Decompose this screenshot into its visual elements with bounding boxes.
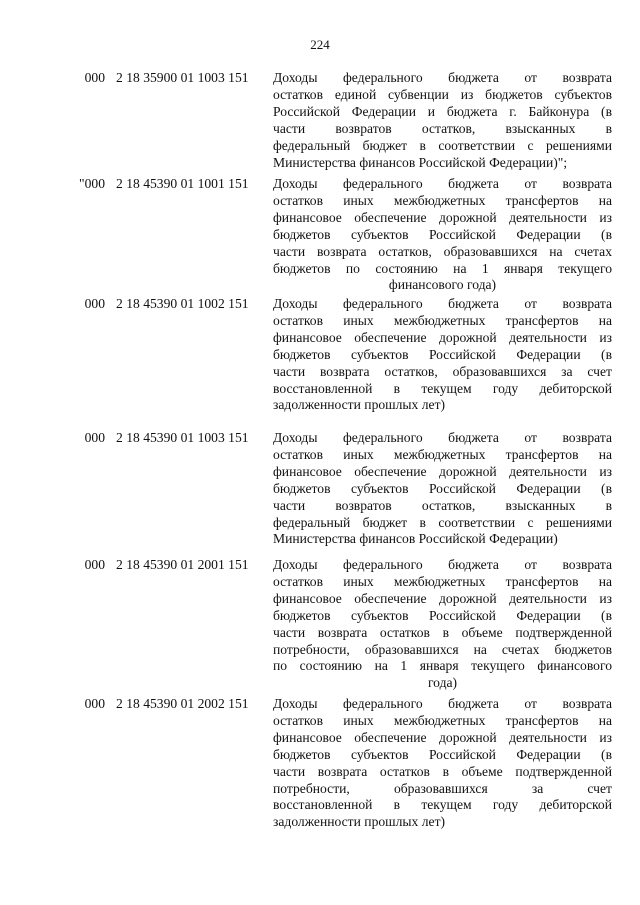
description-line: восстановленной в текущем году дебиторской [273, 797, 612, 813]
income-description [273, 176, 612, 294]
description-line: остатков единой субвенции из бюджетов субъектов [273, 86, 612, 102]
description-line: задолженности прошлых лет) [273, 397, 446, 413]
description-line: части возврата остатков в объеме подтвержденной [273, 624, 612, 640]
admin-code: 000 [84, 557, 105, 572]
description-line: остатков иных межбюджетных трансфертов на [273, 712, 612, 728]
description-line: по состоянию на 1 января текущего финансового [273, 658, 612, 674]
description-line: Министерства финансов Российской Федерации) [273, 531, 558, 547]
description-line: бюджетов субъектов Российской Федерации (в [273, 746, 612, 762]
description-line: федеральный бюджет в соответствии с решениями [273, 514, 612, 530]
budget-classification-code: 2 18 45390 01 2001 151 [116, 557, 249, 572]
description-line: финансового года) [388, 277, 497, 293]
description-line: Министерства финансов Российской Федерации)"; [273, 154, 568, 170]
description-line: бюджетов субъектов Российской Федерации (в [273, 480, 612, 496]
description-line: финансовое обеспечение дорожной деятельности из [273, 729, 612, 745]
admin-code: 000 [84, 696, 105, 711]
description-line: бюджетов субъектов Российской Федерации (в [273, 607, 612, 623]
description-line: финансовое обеспечение дорожной деятельности из [273, 209, 612, 225]
income-description [273, 557, 612, 692]
description-line: остатков иных межбюджетных трансфертов на [273, 312, 612, 328]
description-line: федеральный бюджет в соответствии с решениями [273, 137, 612, 153]
description-line: финансовое обеспечение дорожной деятельности из [273, 463, 612, 479]
description-line: Доходы федерального бюджета от возврата [273, 696, 612, 711]
admin-code: 000 [84, 430, 105, 445]
description-line: восстановленной в текущем году дебиторской [273, 380, 612, 396]
admin-code: "000 [79, 176, 105, 191]
description-line: части возврата остатков в объеме подтвержденной [273, 763, 612, 779]
budget-classification-code: 2 18 45390 01 2002 151 [116, 696, 249, 711]
budget-classification-code: 2 18 35900 01 1003 151 [116, 70, 249, 85]
income-description [273, 430, 612, 548]
page-number: 224 [310, 37, 330, 52]
description-line: финансовое обеспечение дорожной деятельности из [273, 329, 612, 345]
income-description [273, 296, 612, 414]
budget-classification-code: 2 18 45390 01 1003 151 [116, 430, 249, 445]
description-line: бюджетов субъектов Российской Федерации (в [273, 226, 612, 242]
description-line: части возвратов остатков, взысканных в [273, 120, 612, 136]
admin-code: 000 [84, 70, 105, 85]
description-line: задолженности прошлых лет) [273, 814, 446, 830]
description-line: потребности, образовавшихся за счет [273, 780, 612, 796]
description-line: остатков иных межбюджетных трансфертов на [273, 192, 612, 208]
description-line: остатков иных межбюджетных трансфертов на [273, 573, 612, 589]
description-line: части возвратов остатков, взысканных в [273, 497, 612, 513]
description-line: части возврата остатков, образовавшихся на счетах [273, 243, 612, 259]
description-line: Доходы федерального бюджета от возврата [273, 70, 612, 85]
budget-classification-code: 2 18 45390 01 1001 151 [116, 176, 249, 191]
description-line: финансовое обеспечение дорожной деятельности из [273, 590, 612, 606]
description-line: бюджетов по состоянию на 1 января текущего [273, 260, 612, 276]
income-description [273, 70, 612, 171]
description-line: Российской Федерации и бюджета г. Байконура (в [273, 103, 612, 119]
description-line: Доходы федерального бюджета от возврата [273, 296, 612, 311]
description-line: Доходы федерального бюджета от возврата [273, 176, 612, 191]
budget-classification-code: 2 18 45390 01 1002 151 [116, 296, 249, 311]
income-description [273, 696, 612, 831]
description-line: бюджетов субъектов Российской Федерации (в [273, 346, 612, 362]
description-line: Доходы федерального бюджета от возврата [273, 557, 612, 572]
description-line: потребности, образовавшихся на счетах бюджетов [273, 641, 612, 657]
description-line: части возврата остатков, образовавшихся за счет [273, 363, 612, 379]
description-line: остатков иных межбюджетных трансфертов на [273, 446, 612, 462]
admin-code: 000 [84, 296, 105, 311]
description-line: Доходы федерального бюджета от возврата [273, 430, 612, 445]
description-line: года) [427, 675, 458, 691]
